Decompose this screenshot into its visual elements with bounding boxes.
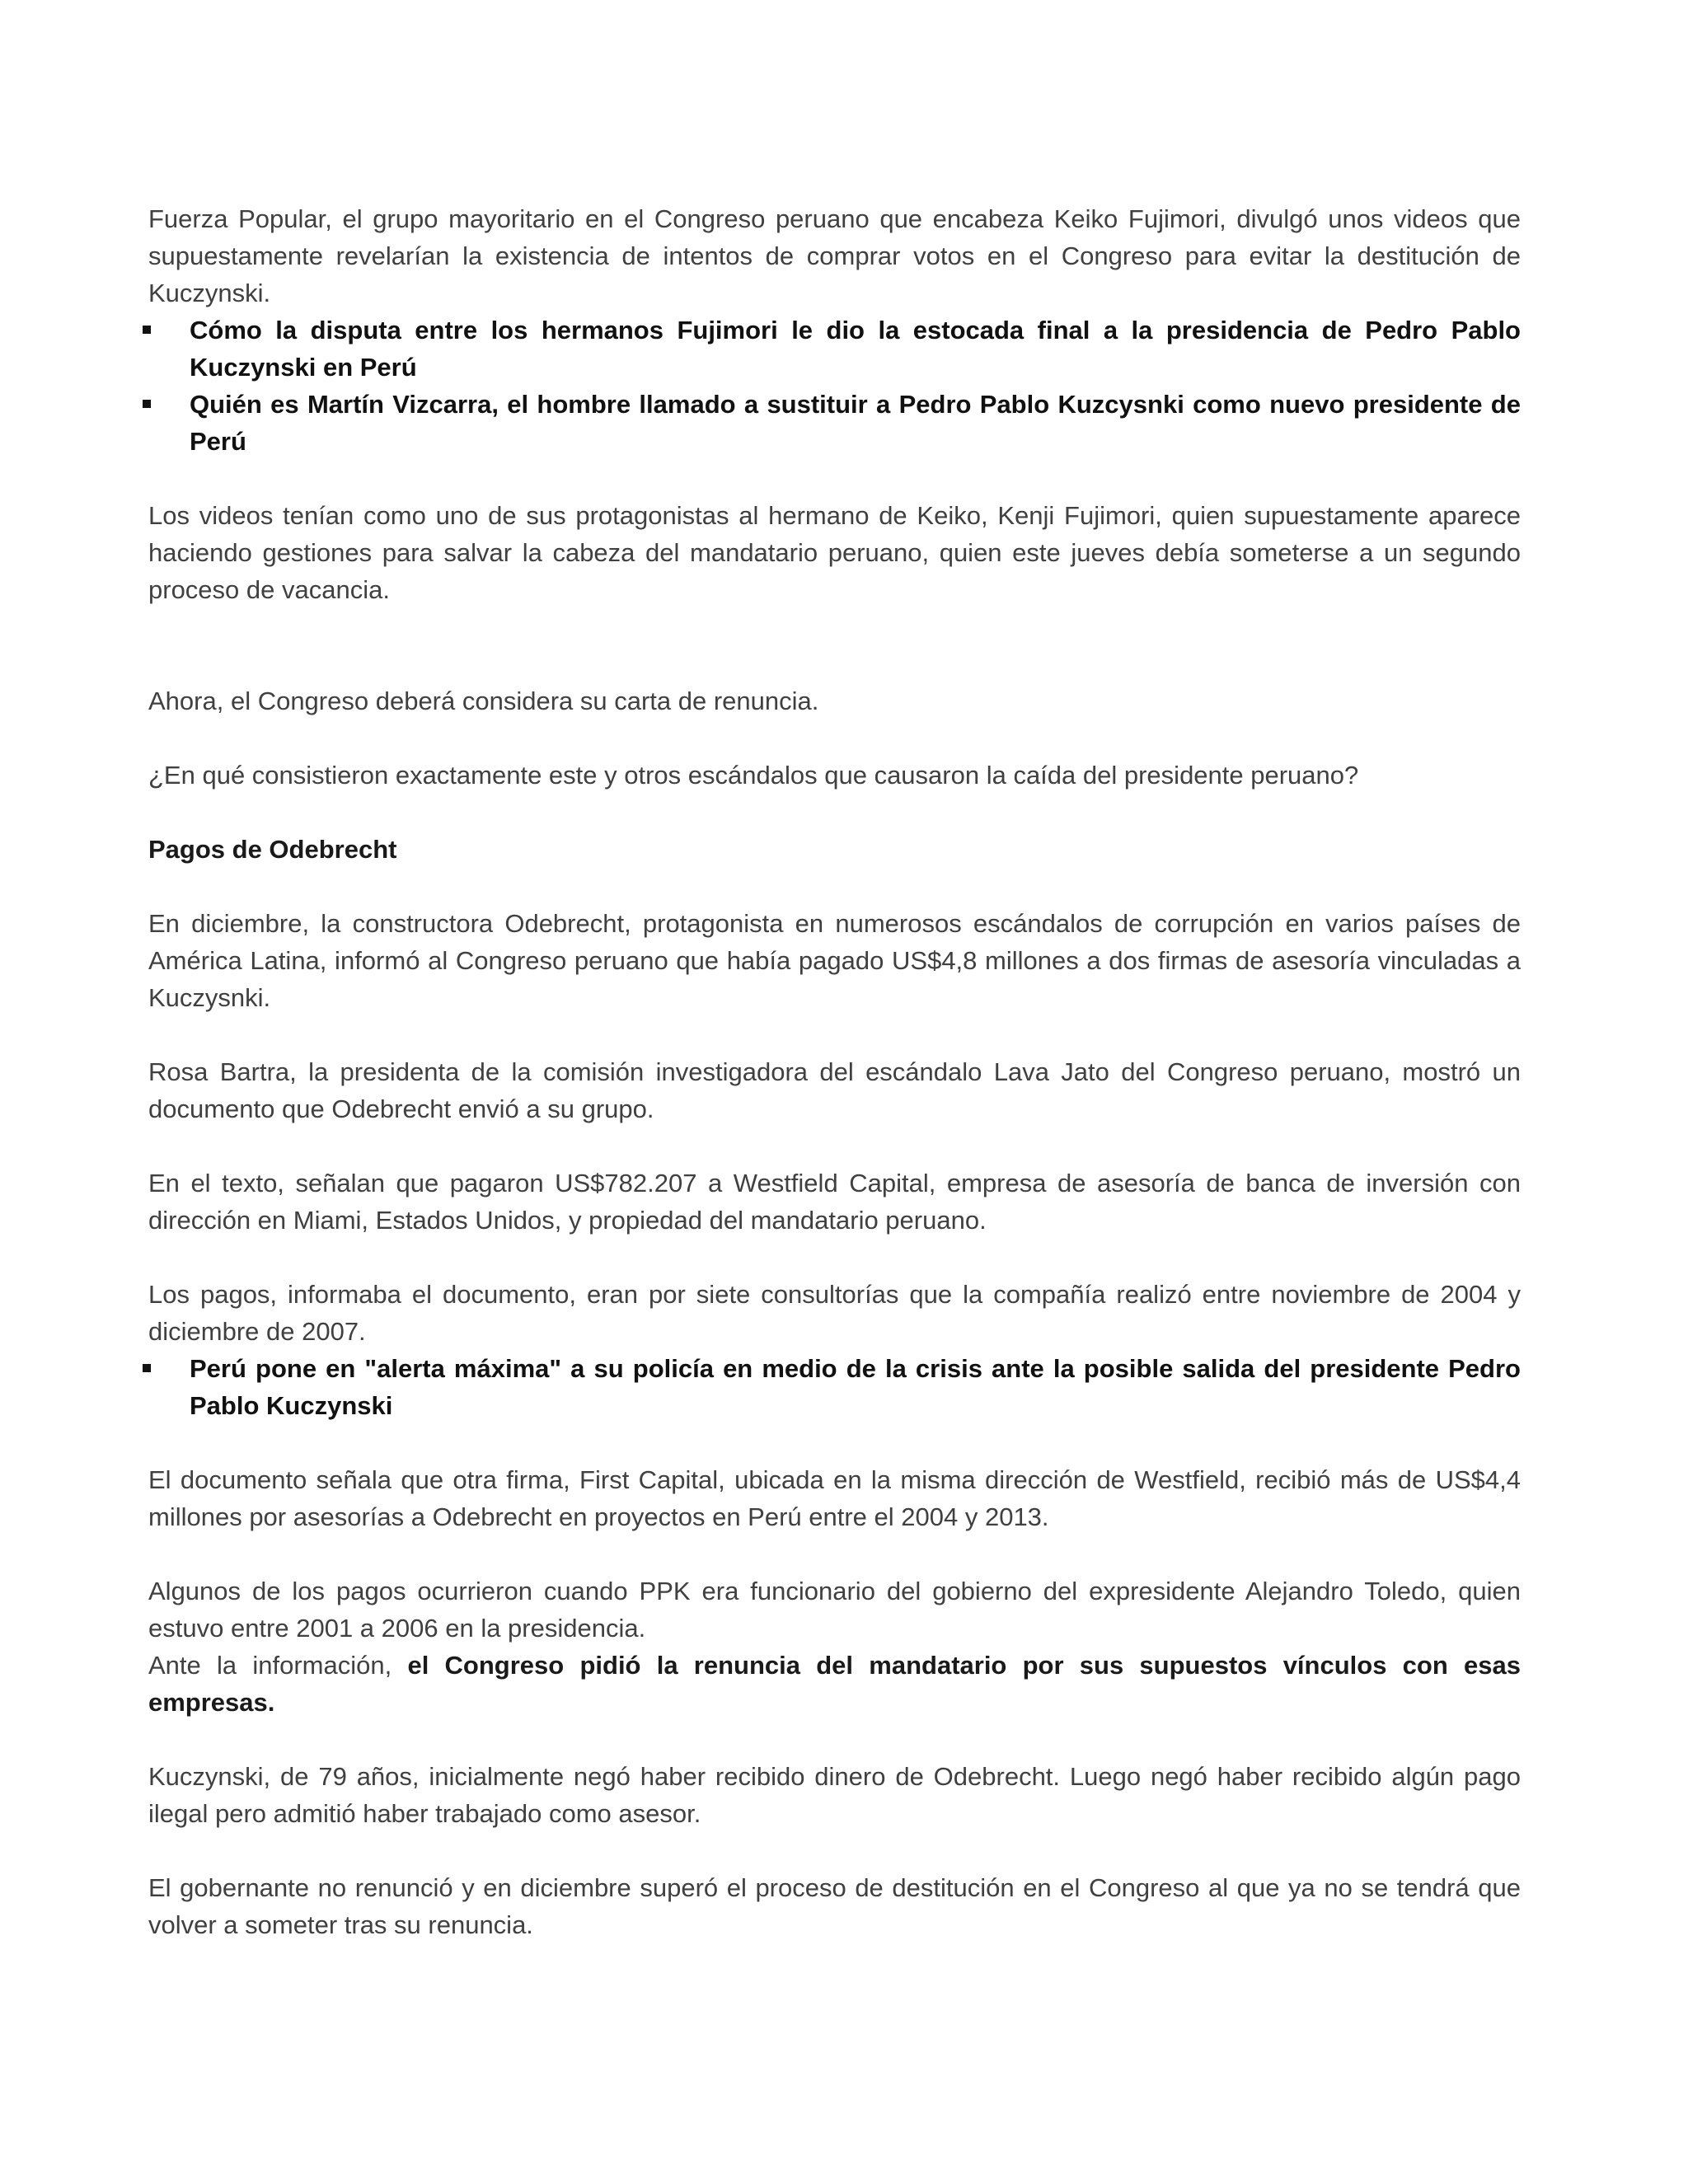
related-link-text[interactable]: Perú pone en "alerta máxima" a su policía en medio de la crisis ante la posible salida del presidente Pedro Pablo Kuczynski	[190, 1354, 1521, 1420]
paragraph-gobernante: El gobernante no renunció y en diciembre superó el proceso de destitución en el Congreso al que ya no se tendrá que volver a someter tras su renuncia.	[148, 1873, 1521, 1939]
related-links-list-1	[148, 312, 1521, 460]
paragraph-bold-text: el Congreso pidió la renuncia del mandatario por sus supuestos vínculos con esas empresas.	[148, 1651, 1521, 1717]
square-bullet-icon	[143, 1364, 151, 1372]
paragraph-ppk-toledo: Algunos de los pagos ocurrieron cuando PPK era funcionario del gobierno del expresidente Alejandro Toledo, quien estuvo entre 2001 a 2006 en la presidencia.	[148, 1577, 1521, 1643]
section-heading: Pagos de Odebrecht	[148, 835, 397, 864]
square-bullet-icon	[143, 326, 151, 334]
paragraph-renuncia: Ahora, el Congreso deberá considera su carta de renuncia.	[148, 687, 819, 715]
related-link-text[interactable]: Quién es Martín Vizcarra, el hombre llamado a sustituir a Pedro Pablo Kuzcysnki como nuevo presidente de Perú	[190, 390, 1521, 456]
paragraph-kuczynski-nego: Kuczynski, de 79 años, inicialmente negó haber recibido dinero de Odebrecht. Luego negó haber recibido algún pago ilegal pero admitió haber trabajado como asesor.	[148, 1762, 1521, 1828]
related-link-text[interactable]: Cómo la disputa entre los hermanos Fujimori le dio la estocada final a la presidencia de Pedro Pablo Kuczynski en Perú	[190, 316, 1521, 382]
paragraph-fuerza-popular: Fuerza Popular, el grupo mayoritario en el Congreso peruano que encabeza Keiko Fujimori, divulgó unos videos que supuestamente revelarían la existencia de intentos de comprar votos en el Congreso para evitar la destitución de Kuczynski.	[148, 204, 1521, 307]
paragraph-question: ¿En qué consistieron exactamente este y otros escándalos que causaron la caída del presidente peruano?	[148, 761, 1359, 790]
related-link-item[interactable]	[148, 1350, 1521, 1424]
related-link-item[interactable]	[148, 386, 1521, 460]
paragraph-lead-text: Ante la información,	[148, 1651, 408, 1680]
article-body	[148, 200, 1521, 1943]
related-links-list-2	[148, 1350, 1521, 1424]
paragraph-first-capital: El documento señala que otra firma, First Capital, ubicada en la misma dirección de Westfield, recibió más de US$4,4 millones por asesorías a Odebrecht en proyectos en Perú entre el 2004 y 2013.	[148, 1465, 1521, 1531]
paragraph-consultorias: Los pagos, informaba el documento, eran por siete consultorías que la compañía realizó entre noviembre de 2004 y diciembre de 2007.	[148, 1280, 1521, 1346]
paragraph-rosa-bartra: Rosa Bartra, la presidenta de la comisión investigadora del escándalo Lava Jato del Congreso peruano, mostró un documento que Odebrecht envió a su grupo.	[148, 1057, 1521, 1123]
paragraph-westfield: En el texto, señalan que pagaron US$782.207 a Westfield Capital, empresa de asesoría de banca de inversión con dirección en Miami, Estados Unidos, y propiedad del mandatario peruano.	[148, 1169, 1521, 1235]
paragraph-odebrecht-diciembre: En diciembre, la constructora Odebrecht, protagonista en numerosos escándalos de corrupción en varios países de América Latina, informó al Congreso peruano que había pagado US$4,8 millones a dos firmas de asesoría vinculadas a Kuczysnki.	[148, 909, 1521, 1012]
paragraph-congreso-pidio	[148, 1647, 1521, 1721]
paragraph-videos: Los videos tenían como uno de sus protagonistas al hermano de Keiko, Kenji Fujimori, quien supuestamente aparece haciendo gestiones para salvar la cabeza del mandatario peruano, quien este jueves debía someterse a un segundo proceso de vacancia.	[148, 501, 1521, 604]
related-link-item[interactable]	[148, 312, 1521, 386]
square-bullet-icon	[143, 400, 151, 408]
